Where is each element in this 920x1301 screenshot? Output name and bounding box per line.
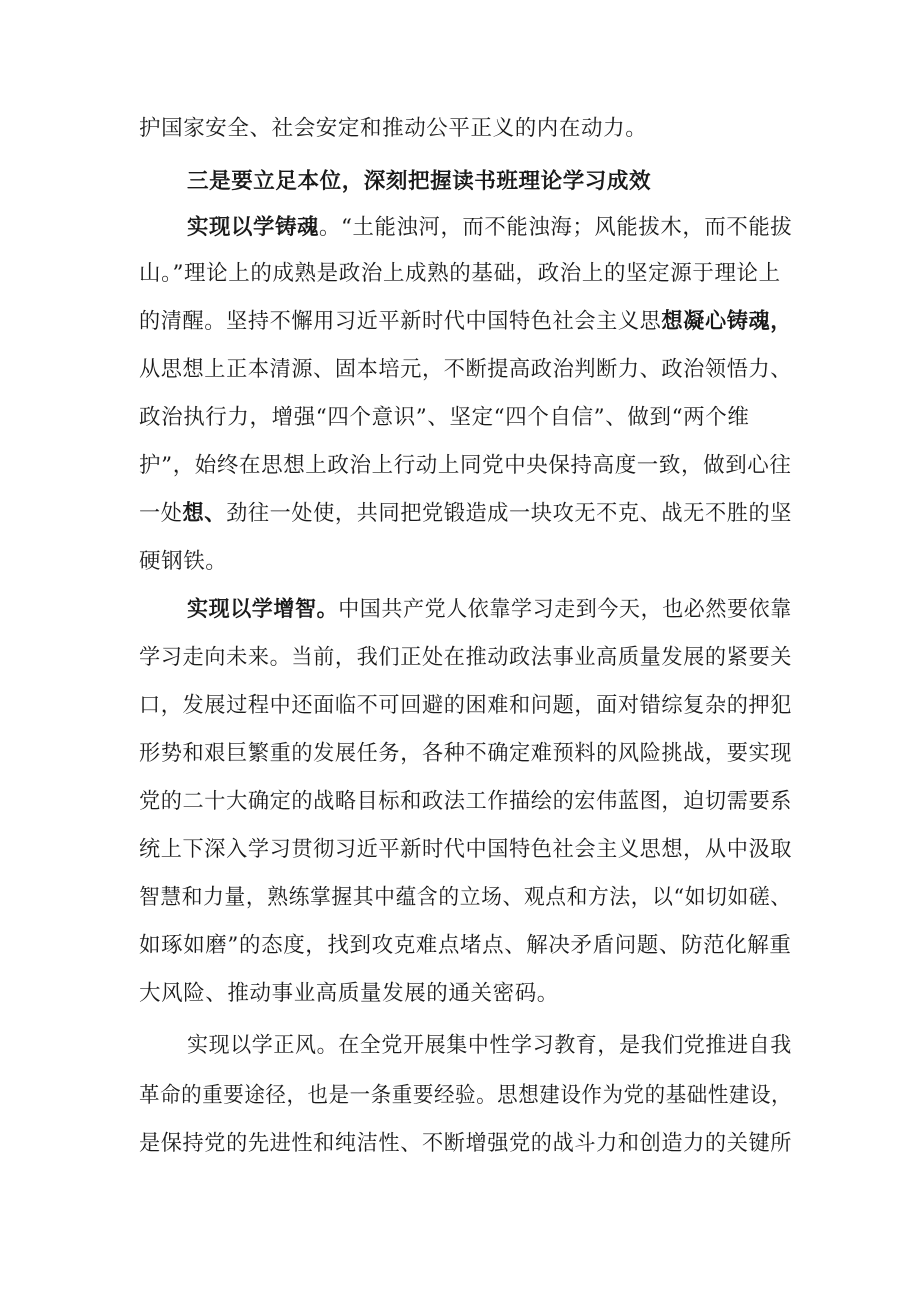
text-line: 党的二十大确定的战略目标和政法工作描绘的宏伟蓝图，迫切需要系 <box>139 789 793 814</box>
text-line: 形势和艰巨繁重的发展任务，各种不确定难预料的风险挑战，要实现 <box>139 741 793 766</box>
text-line: 实现以学增智。中国共产党人依靠学习走到今天，也必然要依靠 <box>187 597 792 622</box>
text-line: 的清醒。坚持不懈用习近平新时代中国特色社会主义思想凝心铸魂， <box>139 309 793 334</box>
text-line: 政治执行力，增强“四个意识”、坚定“四个自信”、做到“两个维 <box>139 405 750 430</box>
text-line: 智慧和力量，熟练掌握其中蕴含的立场、观点和方法，以“如切如磋、 <box>139 885 792 910</box>
text-line: 革命的重要途径，也是一条重要经验。思想建设作为党的基础性建设， <box>139 1083 793 1108</box>
text-line: 口，发展过程中还面临不可回避的困难和问题，面对错综复杂的押犯 <box>139 693 793 718</box>
text-line: 实现以学正风。在全党开展集中性学习教育，是我们党推进自我 <box>187 1033 792 1058</box>
text-line: 如琢如磨”的态度，找到攻克难点堵点、解决矛盾问题、防范化解重 <box>139 933 792 958</box>
text-line: 实现以学铸魂。“土能浊河，而不能浊海；风能拔木，而不能拔 <box>187 215 793 240</box>
text-line: 护国家安全、社会安定和推动公平正义的内在动力。 <box>139 116 648 141</box>
text-line: 大风险、推动事业高质量发展的通关密码。 <box>139 981 559 1006</box>
text-line: 山。”理论上的成熟是政治上成熟的基础，政治上的坚定源于理论上 <box>139 261 781 286</box>
section-heading: 三是要立足本位，深刻把握读书班理论学习成效 <box>187 169 652 194</box>
text-line: 统上下深入学习贯彻习近平新时代中国特色社会主义思想，从中汲取 <box>139 837 793 862</box>
text-line: 护”，始终在思想上政治上行动上同党中央保持高度一致，做到心往 <box>139 453 792 478</box>
text-line: 硬钢铁。 <box>139 549 228 574</box>
text-line: 学习走向未来。当前，我们正处在推动政法事业高质量发展的紧要关 <box>139 645 793 670</box>
text-line: 从思想上正本清源、固本培元，不断提高政治判断力、政治领悟力、 <box>139 357 793 382</box>
text-line: 一处想、劲往一处使，共同把党锻造成一块攻无不克、战无不胜的坚 <box>139 501 793 526</box>
text-line: 是保持党的先进性和纯洁性、不断增强党的战斗力和创造力的关键所 <box>139 1131 793 1156</box>
